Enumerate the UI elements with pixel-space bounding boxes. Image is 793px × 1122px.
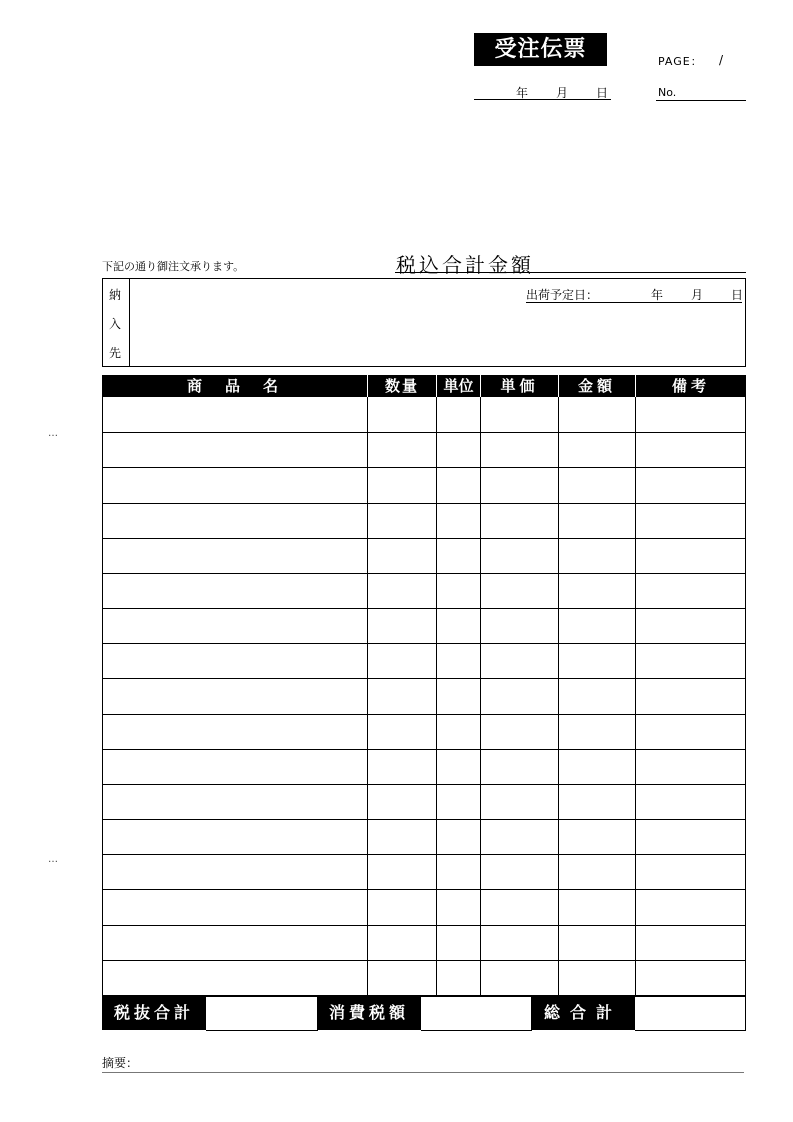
header-separator <box>367 375 368 397</box>
table-row[interactable] <box>103 539 367 572</box>
table-row[interactable] <box>103 644 367 677</box>
header-quantity: 数量 <box>384 377 419 395</box>
side-mark-top: … <box>48 428 58 439</box>
header-separator <box>480 375 481 397</box>
grand-total-label: 総合計 <box>531 996 635 1030</box>
table-row[interactable] <box>103 890 367 923</box>
header-amount: 金額 <box>577 377 616 395</box>
table-row[interactable] <box>103 961 367 994</box>
table-row[interactable] <box>103 609 367 642</box>
total-amount-title: 税込合計金額 <box>396 253 534 277</box>
page-slash: / <box>719 53 724 67</box>
memo-label: 摘要： <box>102 1056 139 1070</box>
document-title: 受注伝票 <box>474 33 607 66</box>
table-row[interactable] <box>103 468 367 501</box>
column-line <box>367 397 368 995</box>
column-line <box>480 397 481 995</box>
table-row[interactable] <box>103 855 367 888</box>
tax-amount-value-cell[interactable] <box>421 996 532 1031</box>
delivery-char-1: 納 <box>109 288 122 302</box>
header-unit: 単位 <box>443 377 474 395</box>
column-line <box>436 397 437 995</box>
memo-line <box>102 1072 744 1073</box>
ship-year-label: 年 <box>651 288 664 302</box>
table-row[interactable] <box>103 820 367 853</box>
total-amount-line <box>395 272 746 273</box>
side-mark-bottom: … <box>48 854 58 865</box>
grand-total-value-cell[interactable] <box>635 996 746 1031</box>
header-day-label: 日 <box>596 86 609 100</box>
header-unit-price: 単価 <box>500 377 539 395</box>
tax-amount-label: 消費税額 <box>317 996 421 1030</box>
ship-month-label: 月 <box>691 288 704 302</box>
table-row[interactable] <box>103 785 367 818</box>
table-row[interactable] <box>103 926 367 959</box>
ship-day-label: 日 <box>731 288 744 302</box>
table-row[interactable] <box>103 750 367 783</box>
header-date-line <box>474 99 611 100</box>
header-separator <box>436 375 437 397</box>
header-separator <box>558 375 559 397</box>
delivery-char-3: 先 <box>109 346 122 360</box>
column-line <box>635 397 636 995</box>
delivery-divider <box>129 278 130 367</box>
number-label: No. <box>658 86 677 99</box>
order-notice: 下記の通り御注文承ります。 <box>102 260 245 273</box>
page-label: PAGE： <box>658 55 703 68</box>
ship-date-label: 出荷予定日： <box>526 288 599 302</box>
ship-date-line <box>526 302 742 303</box>
table-row[interactable] <box>103 574 367 607</box>
table-row[interactable] <box>103 504 367 537</box>
subtotal-value-cell[interactable] <box>206 996 318 1031</box>
table-row[interactable] <box>103 715 367 748</box>
header-separator <box>635 375 636 397</box>
subtotal-label: 税抜合計 <box>102 996 206 1030</box>
table-row[interactable] <box>103 679 367 712</box>
header-year-label: 年 <box>516 86 529 100</box>
header-product-name: 商 品 名 <box>186 377 282 395</box>
number-line <box>656 100 746 101</box>
table-row[interactable] <box>103 398 367 431</box>
column-line <box>558 397 559 995</box>
delivery-box <box>102 278 746 367</box>
header-remarks: 備考 <box>671 377 710 395</box>
header-month-label: 月 <box>556 86 569 100</box>
delivery-char-2: 入 <box>109 317 122 331</box>
table-row[interactable] <box>103 433 367 466</box>
